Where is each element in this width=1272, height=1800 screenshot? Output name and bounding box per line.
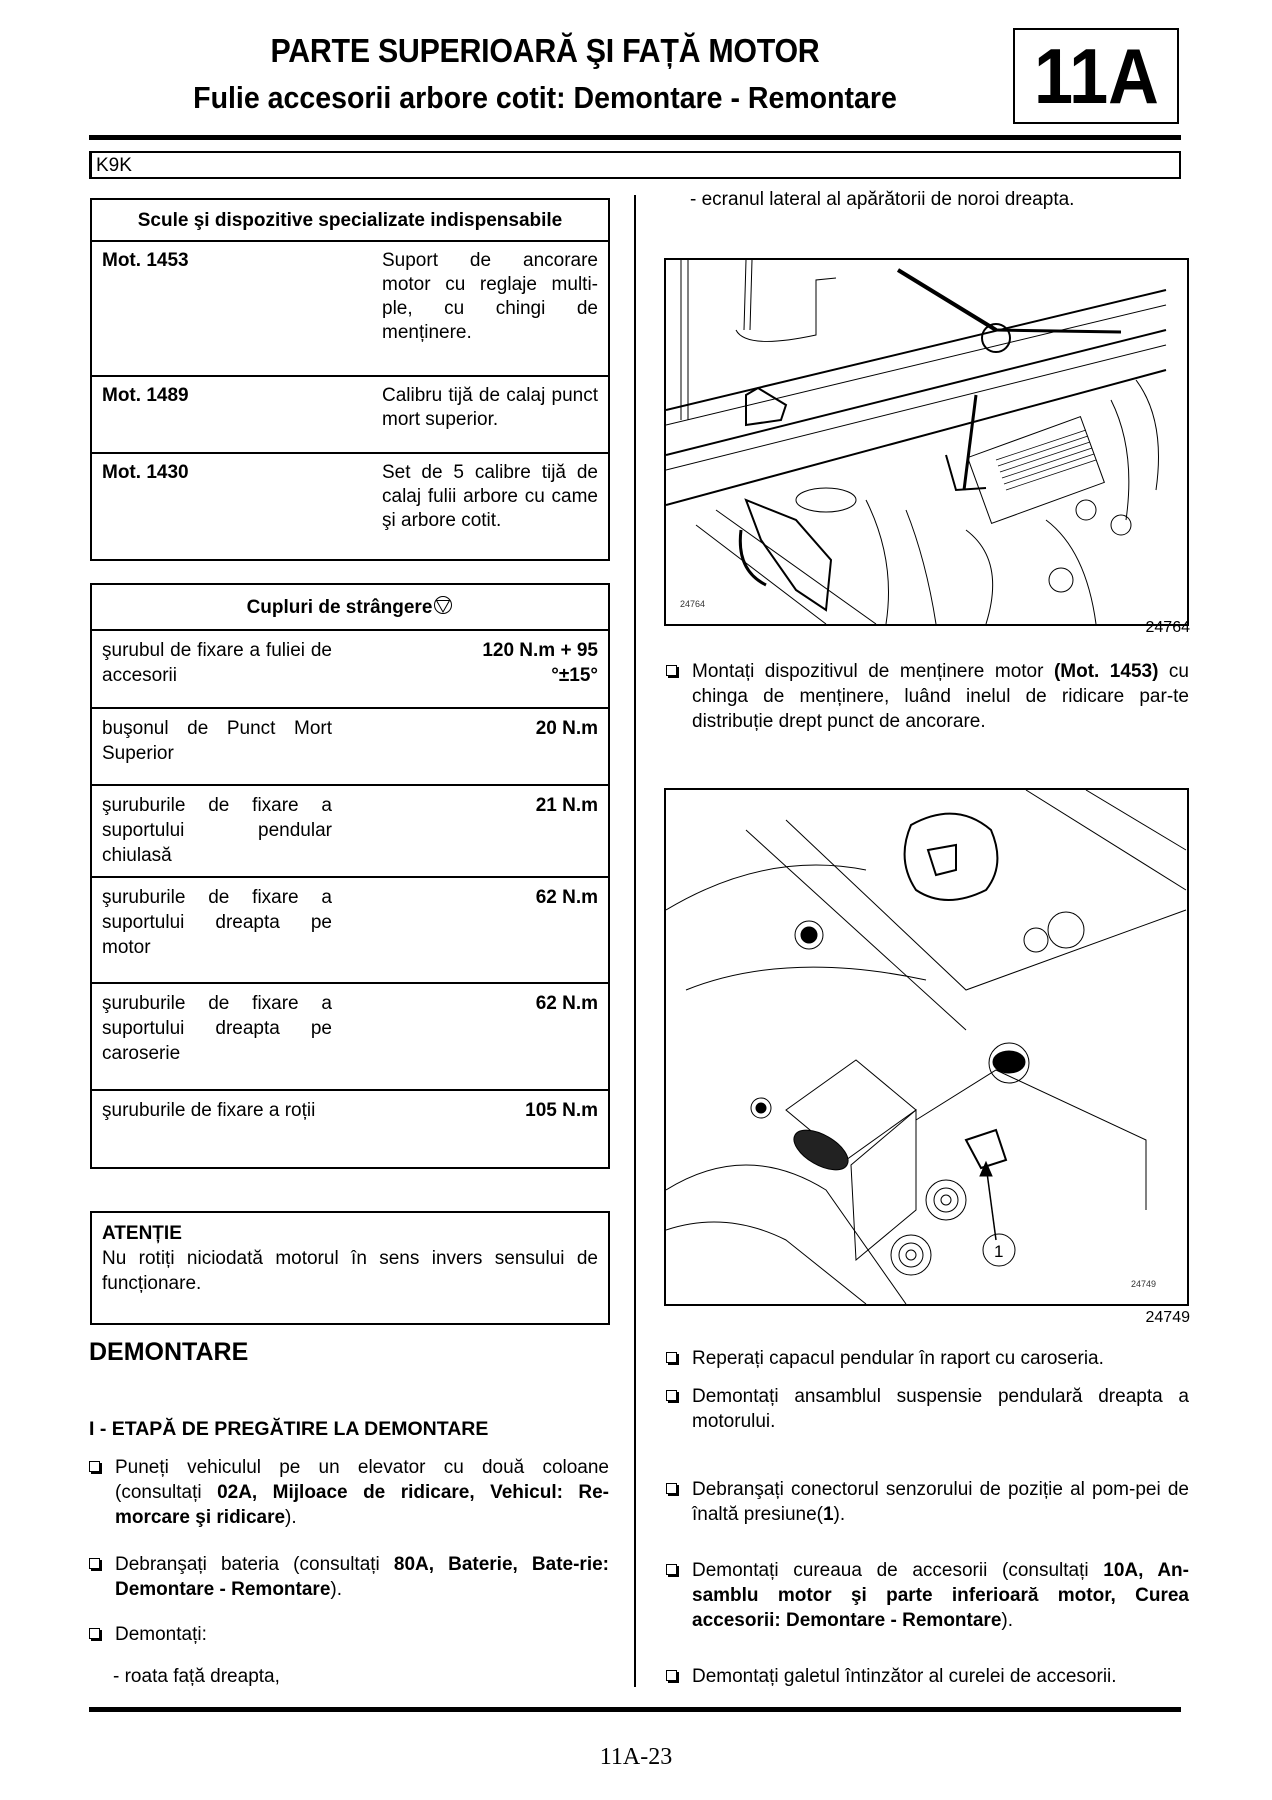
torque-table-heading: Cupluri de strângere [91,584,609,630]
tool-code: Mot. 1430 [91,453,372,560]
torque-item: buşonul de Punct Mort Superior [91,708,342,785]
checkbox-bullet-icon [666,1564,677,1575]
figure-24764 [664,258,1189,626]
step-item: Demontați: [115,1622,609,1647]
figure-24749 [664,788,1189,1306]
footer-rule [89,1707,1181,1712]
subsection-heading: I - ETAPĂ DE PREGĂTIRE LA DEMONTARE [89,1418,489,1440]
section-heading: DEMONTARE [89,1338,249,1366]
torque-value: 62 N.m [342,877,609,983]
page-title: PARTE SUPERIOARĂ ŞI FAȚĂ MOTOR [270,32,820,69]
checkbox-bullet-icon [666,665,677,676]
step-item: Puneți vehiculul pe un elevator cu două coloane (consultați 02A, Mijloace de ridicare, Vehicul: Re-morcare şi ridicare). [115,1455,609,1530]
tool-description: Set de 5 calibre tijă de calaj fulii arbore cu came şi arbore cotit. [372,453,609,560]
table-row [91,983,609,1090]
figure-caption: 24764 [1145,619,1190,636]
torque-value: 21 N.m [342,785,609,877]
engine-top-drawing-icon [666,790,1187,1304]
table-row [91,1090,609,1168]
torque-item: şuruburile de fixare a roții [91,1090,342,1168]
header-rule [89,135,1181,140]
checkbox-bullet-icon [666,1352,677,1363]
checkbox-bullet-icon [89,1558,100,1569]
warning-notice [90,1211,610,1325]
svg-text:24749: 24749 [1131,1279,1157,1289]
step-item: Demontați ansamblul suspensie pendulară dreapta a motorului. [692,1384,1189,1434]
tools-table-heading: Scule şi dispozitive specializate indispensabile [91,199,609,241]
step-item: Debranşați bateria (consultați 80A, Baterie, Bate-rie: Demontare - Remontare). [115,1552,609,1602]
warning-title: ATENȚIE [102,1223,182,1244]
tool-description: Suport de ancorare motor cu reglaje multi-ple, cu chingi de menținere. [372,241,609,376]
step-subitem: - roata față dreapta, [113,1666,280,1687]
step-item: Demontați cureaua de accesorii (consultați 10A, An-samblu motor şi parte inferioară motor, Curea accesorii: Demontare - Remontare). [692,1558,1189,1633]
page-number: 11A-23 [599,1744,673,1770]
tool-code: Mot. 1453 [91,241,372,376]
torque-item: şuruburile de fixare a suportului dreapta pe motor [91,877,342,983]
step-item: Debranşați conectorul senzorului de poziție al pom-pei de înaltă presiune(1). [692,1477,1189,1527]
tool-code: Mot. 1489 [91,376,372,453]
svg-text:24764: 24764 [680,599,706,609]
column-divider [634,195,636,1687]
torque-item: şuruburile de fixare a suportului dreapta pe caroserie [91,983,342,1090]
step-subitem: - ecranul lateral al apărătorii de noroi dreapta. [690,189,1075,210]
tool-description: Calibru tijă de calaj punct mort superior. [372,376,609,453]
engine-code-bar: K9K [89,151,1181,179]
checkbox-bullet-icon [89,1628,100,1639]
engine-support-drawing-icon [666,260,1187,624]
step-item: Reperați capacul pendular în raport cu caroseria. [692,1346,1189,1371]
checkbox-bullet-icon [89,1461,100,1472]
step-item: Montați dispozitivul de menținere motor (Mot. 1453) cu chinga de menținere, luând inelul de ridicare par-te distribuție drept punct de ancorare. [692,659,1189,734]
warning-text: Nu rotiți niciodată motorul în sens invers sensului de funcționare. [102,1248,598,1294]
callout-label: 1 [994,1242,1004,1261]
table-row [91,453,609,560]
step-item: Demontați galetul întinzător al curelei de accesorii. [692,1664,1189,1689]
torque-value: 20 N.m [342,708,609,785]
torque-table [90,583,610,1169]
chapter-badge: 11A [1013,28,1179,124]
table-row [91,630,609,708]
torque-value: 105 N.m [342,1090,609,1168]
checkbox-bullet-icon [666,1390,677,1401]
torque-value: 62 N.m [342,983,609,1090]
torque-item: şuruburile de fixare a suportului pendular chiulasă [91,785,342,877]
table-row [91,708,609,785]
triangle-down-circle-icon [433,595,453,621]
page-subtitle: Fulie accesorii arbore cotit: Demontare - Remontare [193,80,897,115]
torque-item: şurubul de fixare a fuliei de accesorii [91,630,342,708]
checkbox-bullet-icon [666,1483,677,1494]
table-row [91,877,609,983]
table-row [91,376,609,453]
torque-value: 120 N.m + 95 °±15° [342,630,609,708]
checkbox-bullet-icon [666,1670,677,1681]
tools-table [90,198,610,561]
table-row [91,241,609,376]
table-row [91,785,609,877]
figure-caption: 24749 [1145,1309,1190,1326]
